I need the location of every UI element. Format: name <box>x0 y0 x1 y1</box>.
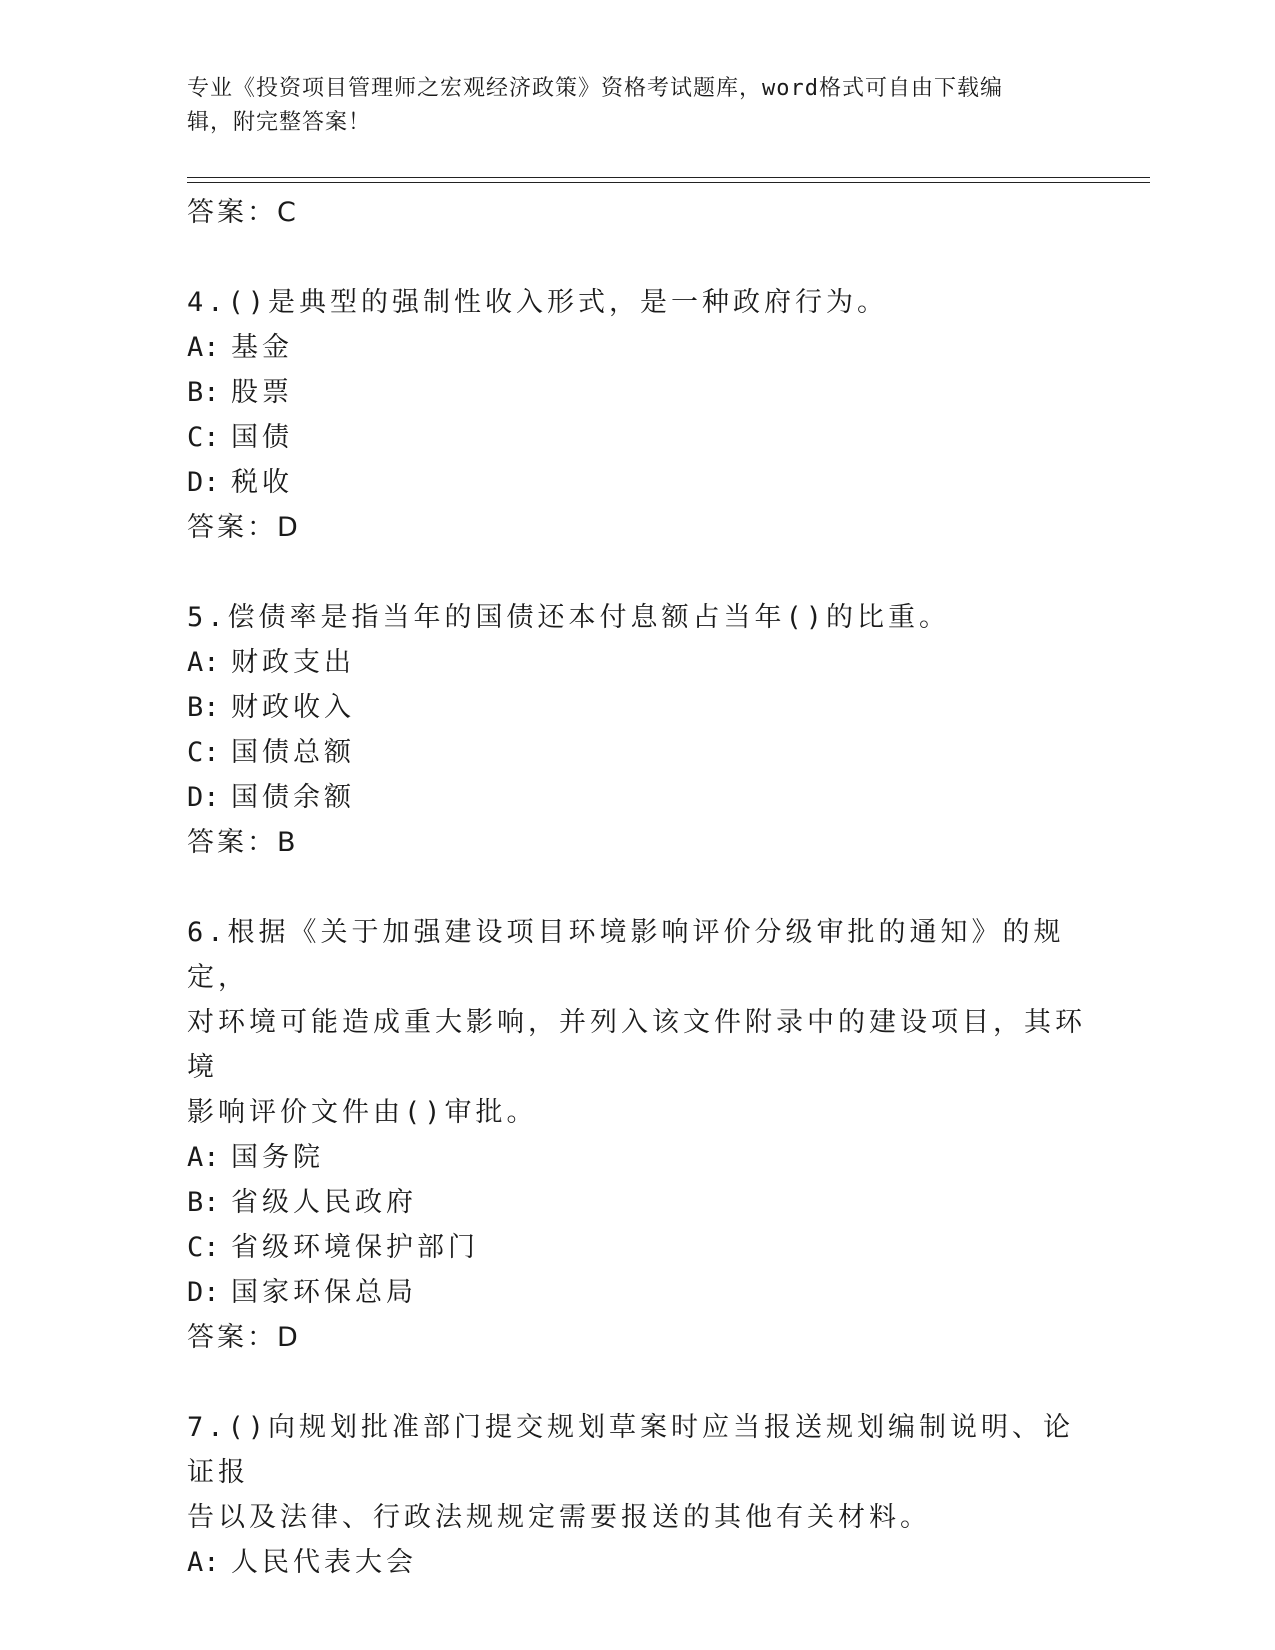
option-c <box>187 730 1087 775</box>
answer-label: 答案： <box>187 197 277 228</box>
option-key: C: <box>187 1232 220 1263</box>
header-line-1: 专业《投资项目管理师之宏观经济政策》资格考试题库，word格式可自由下载编 <box>187 76 1003 101</box>
answer-line <box>187 190 1087 235</box>
answer-line <box>187 1315 1087 1360</box>
option-key: B: <box>187 1187 220 1218</box>
option-key: A: <box>187 1142 220 1173</box>
option-b <box>187 370 1087 415</box>
option-d <box>187 1270 1087 1315</box>
option-text: 税收 <box>231 467 293 498</box>
question-7 <box>187 1405 1087 1585</box>
option-c <box>187 1225 1087 1270</box>
option-d <box>187 775 1087 820</box>
option-text: 国家环保总局 <box>231 1277 417 1308</box>
question-stem: 对环境可能造成重大影响，并列入该文件附录中的建设项目，其环境 <box>187 1007 1086 1083</box>
header-line-2: 辑，附完整答案！ <box>187 110 372 135</box>
option-key: A: <box>187 1547 220 1578</box>
option-key: B: <box>187 377 220 408</box>
question-stem: 5.偿债率是指当年的国债还本付息额占当年()的比重。 <box>187 602 951 633</box>
option-key: A: <box>187 647 220 678</box>
option-text: 股票 <box>231 377 293 408</box>
document-header <box>187 72 1067 140</box>
option-d <box>187 460 1087 505</box>
option-text: 国债 <box>231 422 293 453</box>
option-b <box>187 685 1087 730</box>
option-text: 基金 <box>231 332 293 363</box>
option-text: 省级环境保护部门 <box>231 1232 479 1263</box>
option-a <box>187 1135 1087 1180</box>
answer-value: B <box>277 827 297 858</box>
question-6 <box>187 910 1087 1360</box>
question-stem: 影响评价文件由()审批。 <box>187 1097 538 1128</box>
option-text: 省级人民政府 <box>231 1187 417 1218</box>
option-b <box>187 1180 1087 1225</box>
option-text: 财政支出 <box>231 647 355 678</box>
header-rule-top <box>187 177 1150 178</box>
option-text: 国债总额 <box>231 737 355 768</box>
question-stem: 6.根据《关于加强建设项目环境影响评价分级审批的通知》的规定， <box>187 917 1065 993</box>
answer-label: 答案： <box>187 512 277 543</box>
answer-line <box>187 820 1087 865</box>
option-key: D: <box>187 1277 220 1308</box>
option-a <box>187 640 1087 685</box>
option-a <box>187 325 1087 370</box>
answer-line <box>187 505 1087 550</box>
option-c <box>187 415 1087 460</box>
option-key: C: <box>187 737 220 768</box>
question-5 <box>187 595 1087 865</box>
question-list <box>187 190 1087 1585</box>
answer-value: D <box>277 1322 299 1353</box>
answer-value: D <box>277 512 299 543</box>
option-a <box>187 1540 1087 1585</box>
question-4 <box>187 280 1087 550</box>
option-key: D: <box>187 782 220 813</box>
header-rule-bottom <box>187 182 1150 183</box>
option-key: D: <box>187 467 220 498</box>
option-key: A: <box>187 332 220 363</box>
answer-label: 答案： <box>187 1322 277 1353</box>
option-text: 国务院 <box>231 1142 324 1173</box>
option-text: 人民代表大会 <box>231 1547 417 1578</box>
question-stem: 4.()是典型的强制性收入形式，是一种政府行为。 <box>187 287 889 318</box>
answer-value: C <box>277 197 297 228</box>
option-key: B: <box>187 692 220 723</box>
option-text: 财政收入 <box>231 692 355 723</box>
option-key: C: <box>187 422 220 453</box>
question-stem: 7.()向规划批准部门提交规划草案时应当报送规划编制说明、论证报 <box>187 1412 1075 1488</box>
option-text: 国债余额 <box>231 782 355 813</box>
answer-label: 答案： <box>187 827 277 858</box>
question-stem: 告以及法律、行政法规规定需要报送的其他有关材料。 <box>187 1502 931 1533</box>
